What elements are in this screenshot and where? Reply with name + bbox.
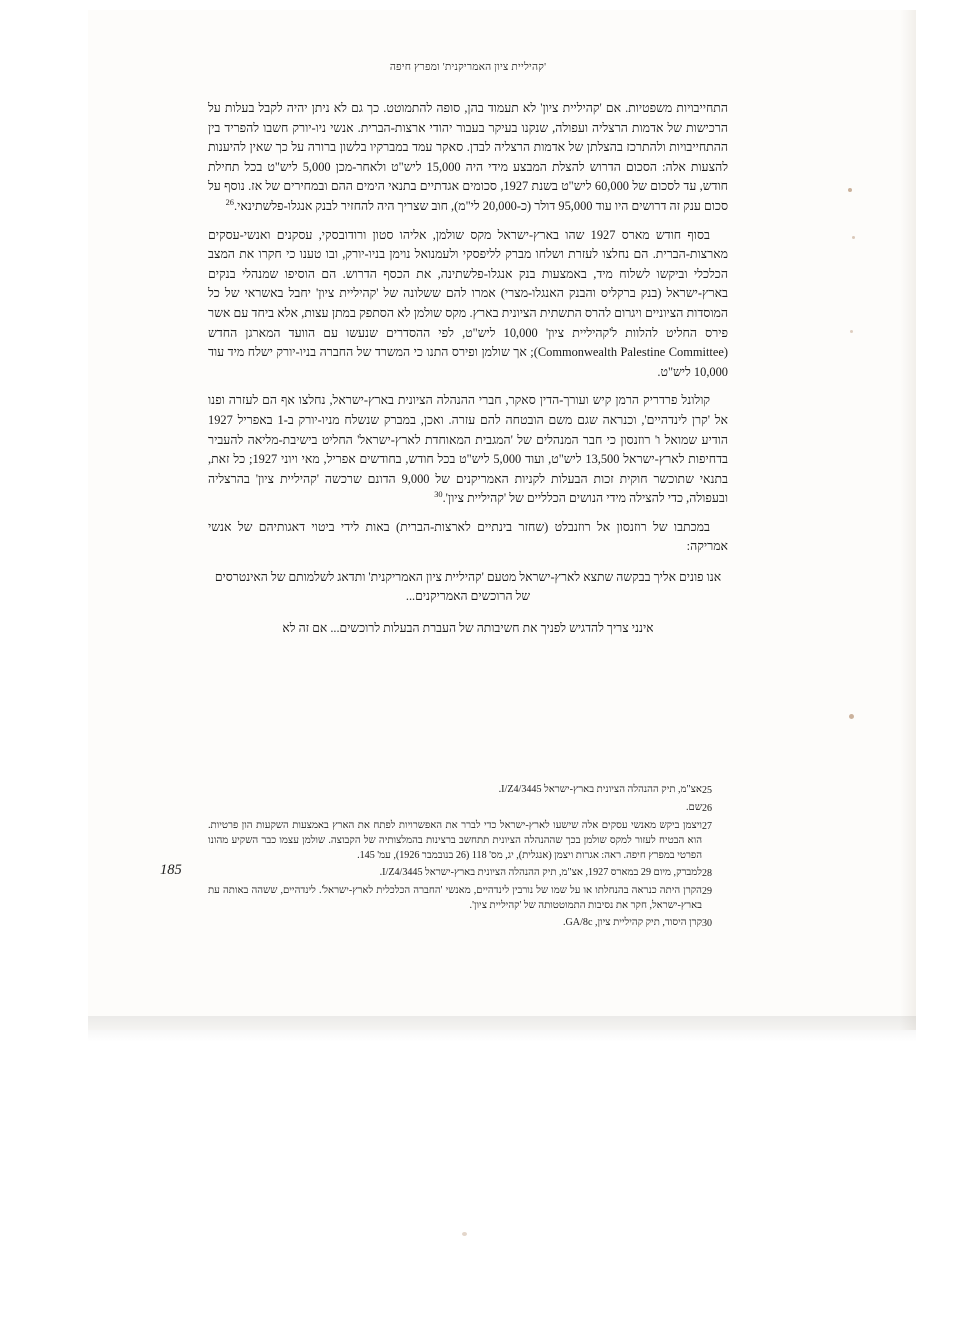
footnote-number: 26 [702, 803, 712, 814]
paragraph-3-text: קולונל פרדריק הרמן קיש ועורך-הדין סאקר, חברי ההנהלה הציונית בארץ-ישראל, נחלצו אף הם לעזרה ופנו אל 'קרן לינדהיים', וכנראה שגם משם הובטחה להם עזרה. ואכן, במברק שנשלח מניו-יורק ב-1 באפריל 1927 הודיע שמואל ו' רוזנסון כי חבר המנהלים של 'המגבית המאוחדת לארץ-ישראל' החליט בישיבת-מליאה להעביר בדחיפות לארץ-ישראל 13,500 ליש"ט, ועוד 5,000 ליש"ט בכל חודש, בחודשים אפריל, מאי ויוני 1927; כל זאת, בתנאי שתוכשר חוקית זכות הבעלות לקניות האמריקנים של 9,000 הדונם שרכשה 'קהיליית ציון' בהרצליה ובעפולה, כדי להצילה מידי הנושים הכלליים של 'קהיליית ציון'. [208, 393, 729, 506]
footnote-row [208, 865, 728, 881]
paragraph-4-text: במכתבו של רוזנסון אל רוזנבלט (שחזר בינתיים לארצות-הברית) באות לידי ביטוי דאגותיהם של אנשי אמריקה: [208, 519, 728, 554]
footnote-text: שם. [686, 802, 702, 813]
footnote-number: 25 [702, 785, 712, 796]
quote-1: אנו פונים אליך בבקשה שתצא לארץ-ישראל מטעם 'קהיליית ציון האמריקנית' ותדאג לשלמותם של האינטרסים של הרוכשים האמריקנים... [214, 570, 722, 604]
footnote-number: 27 [702, 821, 712, 832]
footnote-text: אצ"מ, תיק ההנהלה הציונית בארץ-ישראל I/Z4/3445. [498, 784, 702, 795]
paragraph-2-text: בסוף חודש מארס 1927 שהו בארץ-ישראל מקס שולמן, אליהו סטון ורודובסקי, עסקנים ואנשי-עסקים מארצות-הברית. הם נחלצו לעזרת ושלחו מברק לליפסקי ולעמנואל נוימן בניו-יורק, ובו טענו כי חקרו את המצב הכלכלי וביקשו לשלוח מיד, באמצעות בנק אנגלו-פלשתינה, את הכסף הדרוש. הם הוסיפו שמנהלי בנקים בארץ-ישראל (בנק ברקליס והבנק האנגלו-מצרי) אמרו להם ששלונה של 'קהיליית ציון' יחבל באשראי של כל המוסדות הציוניים ויגרום להרס התשתית הציונית בארץ. מקס שולמן לא הסתפק במתן עצות, אלא ביחד עם אשר פירס החליט להלוות ל'קהיליית ציון' 10,000 ליש"ט, לפי ההסדרים שנעשו עם הוועד המארגן החדש (Commonwealth Palestine Committee); אך שולמן ופירס התנו כי המשרד של החברה בניו-יורק ישלח מיד עוד 10,000 ליש"ט. [208, 227, 728, 379]
footnote-text: למברק, מיום 29 במארס 1927, אצ"מ, תיק ההנהלה הציונית בארץ-ישראל I/Z4/3445. [379, 867, 702, 878]
footnote-text: קרן היסוד, תיק קהיליית ציון, GA/8c. [562, 917, 702, 928]
footnote-row [208, 915, 728, 931]
page-number: 185 [160, 862, 182, 878]
scan-speck [849, 714, 854, 719]
scan-speck [462, 1232, 467, 1236]
footnote-number: 29 [702, 886, 712, 897]
paragraph-2 [208, 226, 728, 383]
footnote-row [208, 883, 728, 913]
quote-2: אינני צריך להדגיש לפניך את חשיבותה של העברת הבעלות לרוכשים... אם זה לא [282, 620, 654, 635]
footnote-number: 30 [702, 918, 712, 929]
scan-speck [848, 188, 852, 192]
scan-right-edge [900, 10, 916, 1030]
paragraph-1-text: התחייבויות משפטיות. אם 'קהיליית ציון' לא תעמוד בהן, סופה להתמוטט. כך גם לא ניתן יהיה לקבל בעלות על הרכישות של אדמות הרצליה ועפולה, שנקנו בעיקר בעבור יהודי ארצות-הברית. אנשי ניו-יורק חשבו להפריד בין ההתחייבויות ולהתרכז בהצלתן של אדמות הרצליה לבדן. סאקר עמד במברקיו בלשון ברורה על כך שאין להיענות להצעות אלה: הסכום הדרוש להצלת המבצע מידי היה 15,000 ליש"ט ולאחר-מכן 5,000 ליש"ט בכל תחילת חודש, עד לסכום של 60,000 ליש"ט בשנת 1927, סכומים אגדתיים בתנאי הימים ההם ובמחירים של אז. נוסף על סכום ענק זה דרושים היו עוד 95,000 דולר (כ-20,000 לי"מ), חוב שצריך היה להחזיר לבנק אנגלו-פלשתינאי. [208, 101, 728, 213]
scan-speck [850, 330, 853, 333]
footnote-text: הקרן היתה כנראה בהנחלתו או על שמו של נורבין לינדהיים, מאנשי 'החברה הכלכלית לארץ-ישראל'. לינדהיים, ששהה באותה עת בארץ-ישראל, חקר את נסיבות התמוטטותה של 'קהיליית ציון'. [208, 885, 702, 911]
footnote-marker-26: 26 [225, 197, 234, 207]
paragraph-3 [208, 391, 728, 509]
running-head: 'קהיליית ציון האמריקנית' ומפרץ חיפה [389, 62, 547, 73]
paragraph-1 [208, 99, 728, 217]
footnotes-section [208, 782, 728, 933]
page-content [208, 62, 728, 638]
footnote-text: ויצמן ביקש מאנשי עסקים אלה שישעו לארץ-ישראל כדי לברר את האפשרויות לפתח את הארץ באמצעות השקעות הון פרטיות. הוא הבטיח לעזור למקס שולמן בכך שההנהלה הציונית תתחשב ברצינות בהמלצותיה של הקבוצה. שולמן עצמו כבר השקיע מהונו הפרטי במפרץ חיפה. ראה: אגרות ויצמן (אנגלית), יג, מס' 118 (26 בנובמבר 1926), עמ' 145. [208, 820, 702, 861]
paragraph-4 [208, 518, 728, 557]
footnote-number: 28 [702, 868, 712, 879]
scan-speck [852, 236, 855, 239]
scan-bottom-shadow [88, 1016, 916, 1042]
footnote-row [208, 782, 728, 798]
footnote-marker-30: 30 [434, 490, 443, 500]
footnote-row [208, 800, 728, 816]
footnote-row [208, 818, 728, 863]
